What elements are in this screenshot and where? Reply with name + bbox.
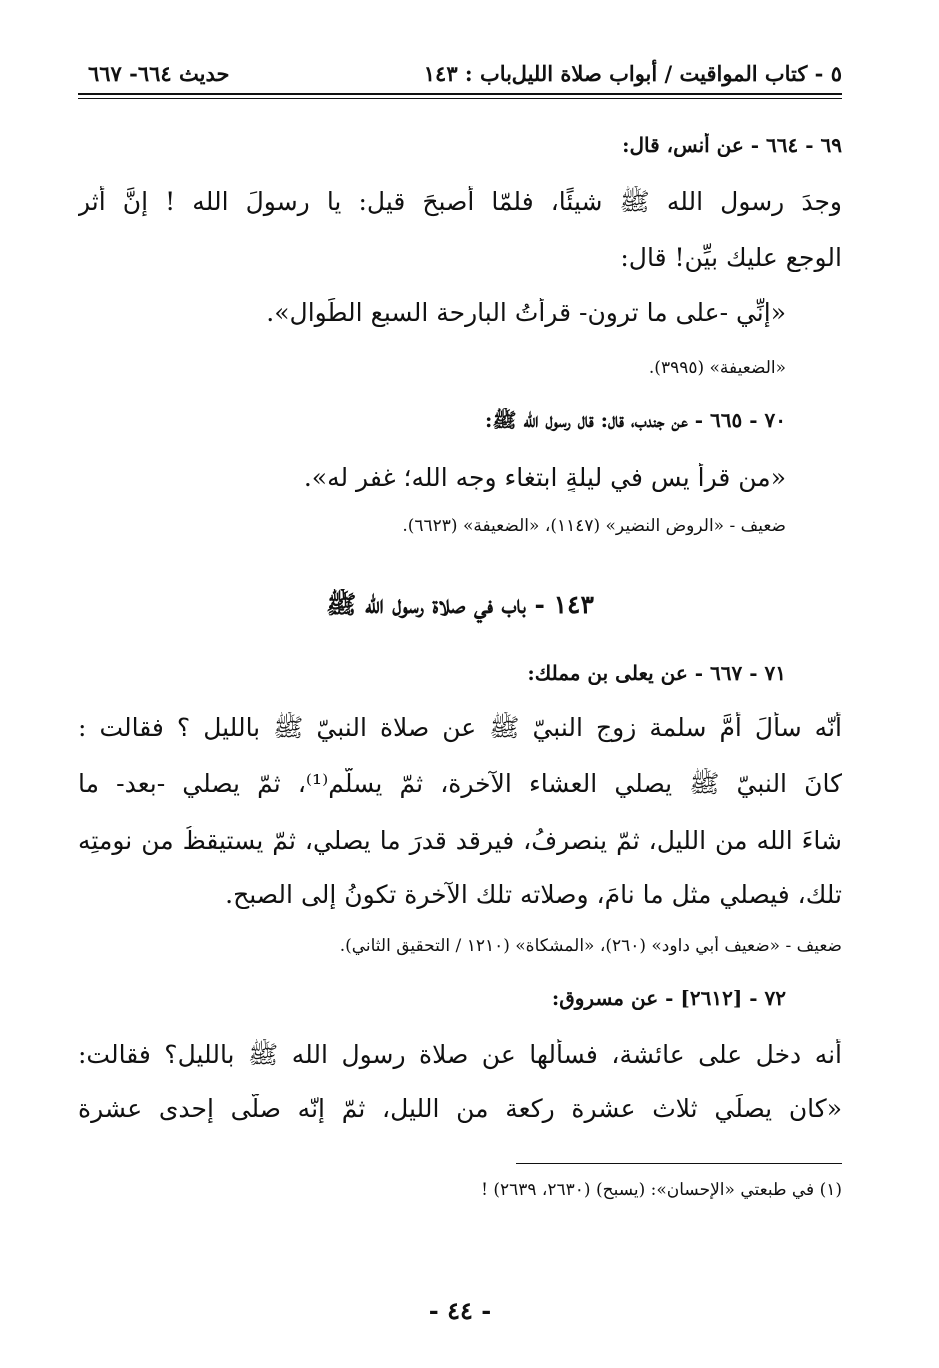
hadith-69-text: الوجع عليك بيِّن! قال: <box>620 243 842 272</box>
header-hadith-range: حديث ٦٦٤- ٦٦٧ <box>88 61 230 86</box>
hadith-71-text: كانَ النبيّ ﷺ يصلي العشاء الآخرة، ثمّ يسلّم⁽¹⁾، ثمّ يصلي -بعد- ما <box>78 769 842 798</box>
hadith-70-heading: ٧٠ - ٦٦٥ - عن جندب، قال: قال رسول الله ﷺ: <box>485 408 786 432</box>
running-header <box>78 56 842 92</box>
section-heading: ١٤٣ - باب في صلاة رسول الله ﷺ <box>326 590 594 619</box>
page-number: - ٤٤ - <box>428 1296 492 1325</box>
footnote: (١) في طبعتي «الإحسان»: (يسبح) (٢٦٣٠، ٢٦٣٩) ! <box>481 1180 842 1200</box>
hadith-72-text: «كان يصلِّي ثلاث عشرة ركعة من الليل، ثمّ إنّه صلّى إحدى عشرة <box>78 1094 842 1123</box>
hadith-71-text: شاءَ الله من الليل، ثمّ ينصرفُ، فيرقد قدرَ ما يصلي، ثمّ يستيقظُ من نومتِه <box>78 826 842 855</box>
hadith-71-text: تلك، فيصلي مثل ما نامَ، وصلاته تلك الآخرة تكونُ إلى الصبح. <box>225 880 842 909</box>
hadith-72-heading: ٧٢ - [٢٦١٢] - عن مسروق: <box>551 986 786 1010</box>
book-page <box>78 0 842 1368</box>
hadith-69-text: وجدَ رسول الله ﷺ شيئًا، فلمّا أصبحَ قيل: يا رسولَ الله ! إنَّ أثر <box>78 187 842 216</box>
header-rule-thin <box>78 98 842 99</box>
header-book-title: ٥ - كتاب المواقيت / أبواب صلاة الليل <box>511 61 842 86</box>
hadith-71-text: أنّه سألَ أمَّ سلمة زوج النبيّ ﷺ عن صلاة النبيّ ﷺ بالليل ؟ فقالت : <box>78 713 842 742</box>
hadith-71-grading: ضعيف - «ضعيف أبي داود» (٢٦٠)، «المشكاة» (١٢١٠ / التحقيق الثاني). <box>339 936 842 956</box>
header-chapter: باب : ١٤٣ <box>423 61 512 86</box>
hadith-69-heading: ٦٩ - ٦٦٤ - عن أنس، قال: <box>622 133 842 157</box>
hadith-70-grading: ضعيف - «الروض النضير» (١١٤٧)، «الضعيفة» (٦٦٢٣). <box>402 516 786 536</box>
header-rule-thick <box>78 93 842 95</box>
hadith-72-text: أنه دخل على عائشة، فسألها عن صلاة رسول الله ﷺ بالليل؟ فقالت: <box>78 1040 842 1069</box>
hadith-69-quote: «إنِّي -على ما ترون- قرأتُ البارحة السبع الطِّوال». <box>266 298 786 327</box>
hadith-70-quote: «من قرأ يس في ليلةٍ ابتغاء وجه الله؛ غفر له». <box>303 463 786 492</box>
hadith-71-heading: ٧١ - ٦٦٧ - عن يعلى بن مملك: <box>527 661 786 685</box>
hadith-69-grading: «الضعيفة» (٣٩٩٥). <box>648 358 786 378</box>
footnote-rule <box>516 1163 842 1164</box>
